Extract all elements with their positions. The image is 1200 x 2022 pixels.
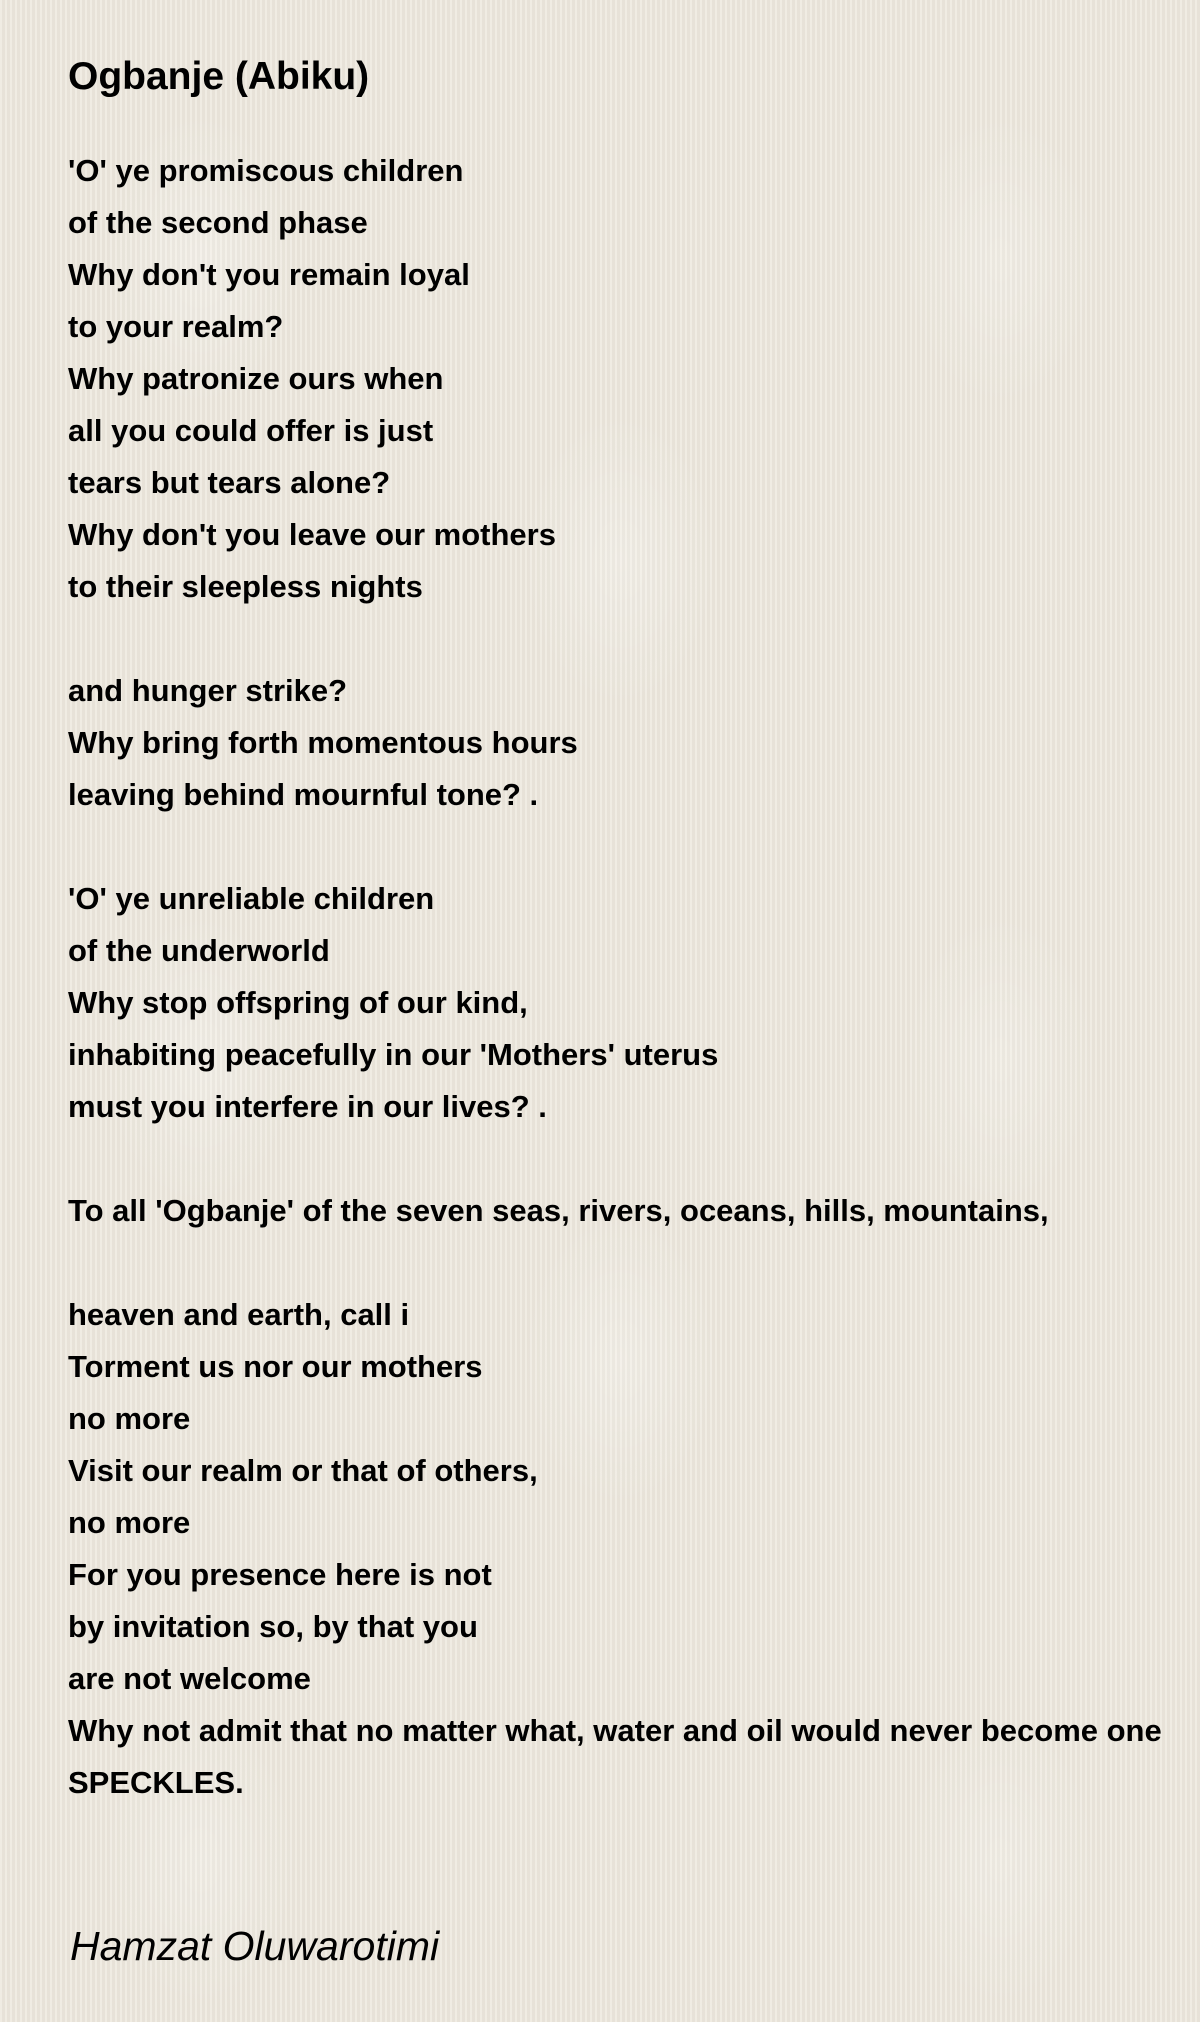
poem-line: For you presence here is not	[68, 1557, 492, 1592]
poem-line: Why not admit that no matter what, water and oil would never become one	[68, 1713, 1162, 1748]
poem-line: no more	[68, 1401, 191, 1436]
poem-line: 'O' ye promiscous children	[68, 153, 464, 188]
poem-title: Ogbanje (Abiku)	[68, 55, 370, 98]
poem-body	[68, 145, 1200, 1809]
poem-line: leaving behind mournful tone? .	[68, 777, 539, 812]
poem-line: are not welcome	[68, 1661, 311, 1696]
poem-line: of the second phase	[68, 205, 368, 240]
poem-line: SPECKLES.	[68, 1765, 244, 1800]
poem-line: of the underworld	[68, 933, 330, 968]
poem-line: Why bring forth momentous hours	[68, 725, 578, 760]
poem-line: Why don't you remain loyal	[68, 257, 470, 292]
poem-container	[68, 50, 1200, 1809]
poem-line: Why patronize ours when	[68, 361, 444, 396]
poem-line: tears but tears alone?	[68, 465, 391, 500]
poem-line: must you interfere in our lives? .	[68, 1089, 547, 1124]
stanza-break	[68, 1237, 1200, 1289]
poem-line: heaven and earth, call i	[68, 1297, 410, 1332]
poem-line: by invitation so, by that you	[68, 1609, 478, 1644]
stanza-break	[68, 1133, 1200, 1185]
poem-author: Hamzat Oluwarotimi	[70, 1923, 440, 1969]
poem-line: Why don't you leave our mothers	[68, 517, 556, 552]
poem-line: all you could offer is just	[68, 413, 434, 448]
poem-line: Visit our realm or that of others,	[68, 1453, 538, 1488]
poem-line: Torment us nor our mothers	[68, 1349, 483, 1384]
poem-line: 'O' ye unreliable children	[68, 881, 435, 916]
poem-line: Why stop offspring of our kind,	[68, 985, 528, 1020]
poem-line: no more	[68, 1505, 191, 1540]
stanza-break	[68, 821, 1200, 873]
poem-line: To all 'Ogbanje' of the seven seas, rivers, oceans, hills, mountains,	[68, 1193, 1049, 1228]
poem-line: to their sleepless nights	[68, 569, 423, 604]
stanza-break	[68, 613, 1200, 665]
poem-line: and hunger strike?	[68, 673, 348, 708]
poem-line: inhabiting peacefully in our 'Mothers' uterus	[68, 1037, 719, 1072]
poem-line: to your realm?	[68, 309, 284, 344]
